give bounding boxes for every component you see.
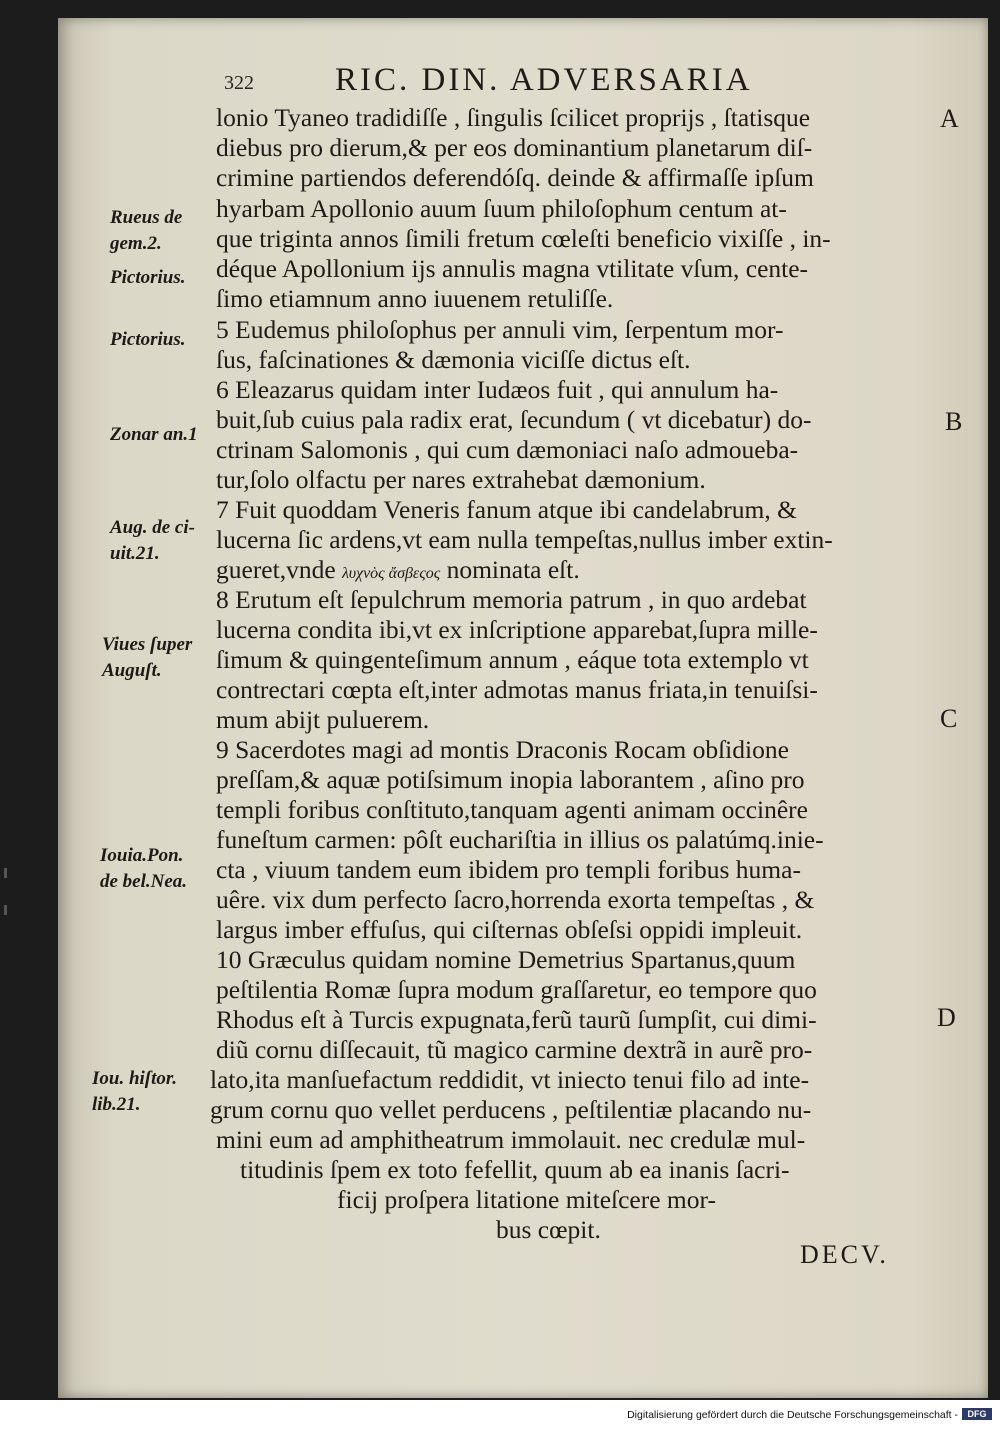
margin-note: Pictorius. — [110, 267, 186, 288]
running-title: RIC. DIN. ADVERSARIA — [335, 62, 753, 98]
text-line: diebus pro dierum,& per eos dominantium planetarum diſ- — [216, 133, 813, 162]
text-line: funeſtum carmen: pôſt euchariſtia in illius os palatúmq.inie- — [216, 825, 824, 854]
text-line: 7 Fuit quoddam Veneris fanum atque ibi candelabrum, & — [216, 495, 797, 524]
margin-note: Zonar an.1 — [110, 424, 198, 445]
text-line: ſimo etiamnum anno iuuenem retuliſſe. — [216, 284, 614, 313]
text-line: déque Apollonium ijs annulis magna vtilitate vſum, cente- — [216, 254, 809, 283]
text-line: ſimum & quingenteſimum annum , eáque tota extemplo vt — [216, 645, 809, 674]
margin-note: Iouia.Pon. de bel.Nea. — [100, 845, 188, 892]
text-line: mini eum ad amphitheatrum immolauit. nec credulæ mul- — [216, 1125, 806, 1154]
text-line: lucerna condita ibi,vt ex inſcriptione apparebat,ſupra mille- — [216, 615, 818, 644]
text-line: lucerna ſic ardens,vt eam nulla tempeſtas,nullus imber extin- — [216, 525, 833, 554]
text-line: crimine partiendos deferendóſq. deinde & affirmaſſe ipſum — [216, 163, 814, 192]
text-line: ctrinam Salomonis , qui cum dæmoniaci naſo admoueba- — [216, 435, 799, 464]
text-line: largus imber effuſus, qui ciſternas obſeſsi oppidi impleuit. — [216, 915, 803, 944]
text-line: ſus, faſcinationes & dæmonia viciſſe dictus eſt. — [216, 345, 691, 374]
text-line: que triginta annos ſimili fretum cœleſti beneficio vixiſſe , in- — [216, 224, 831, 253]
section-letter: D — [937, 1003, 956, 1032]
text-line: grum cornu quo vellet perducens , peſtilentiæ placando nu- — [210, 1095, 812, 1124]
text-line: ficij proſpera litatione miteſcere mor- — [337, 1185, 716, 1214]
text-segment: nominata eſt. — [446, 555, 580, 584]
text-line — [216, 555, 580, 589]
text-line: preſſam,& aquæ potiſsimum inopia laborantem , aſino pro — [216, 765, 805, 794]
margin-note: Iou. hiſtor. lib.21. — [92, 1068, 178, 1115]
text-line: 6 Eleazarus quidam inter Iudæos fuit , qui annulum ha- — [216, 375, 779, 404]
text-line: tur,ſolo olfactu per nares extrahebat dæmonium. — [216, 465, 706, 494]
footer — [0, 1400, 1000, 1429]
text-line: bus cœpit. — [496, 1215, 601, 1244]
text-line: peſtilentia Romæ ſupra modum graſſaretur, eo tempore quo — [216, 975, 817, 1004]
text-line: lato,ita manſuefactum reddidit, vt iniecto tenui filo ad inte- — [210, 1065, 810, 1094]
text-line: cta , viuum tandem eum ibidem pro templi foribus huma- — [216, 855, 801, 884]
margin-note: Aug. de ci- uit.21. — [110, 517, 195, 564]
text-line: uêre. vix dum perfecto ſacro,horrenda exorta tempeſtas , & — [216, 885, 815, 914]
text-line: titudinis ſpem ex toto fefellit, quum ab ea inanis ſacri- — [240, 1155, 790, 1184]
text-line: 8 Erutum eſt ſepulchrum memoria patrum , in quo ardebat — [216, 585, 807, 614]
catchword: DECV. — [800, 1240, 889, 1269]
text-line: 5 Eudemus philoſophus per annuli vim, ſerpentum mor- — [216, 315, 784, 344]
dfg-logo: DFG — [962, 1408, 992, 1420]
text-segment: gueret,vnde — [216, 555, 336, 584]
margin-note: Pictorius. — [110, 329, 186, 350]
greek-phrase: λυχνὸς ἄσβεςος — [342, 565, 441, 582]
text-line: Rhodus eſt à Turcis expugnata,ferũ taurũ ſumpſit, cui dimi- — [216, 1005, 817, 1034]
page-number: 322 — [224, 72, 254, 94]
margin-note: Rueus de gem.2. — [110, 207, 183, 254]
margin-note: Viues ſuper Auguſt. — [102, 634, 193, 681]
text-line: diũ cornu diſſecauit, tũ magico carmine dextrã in aurẽ pro- — [216, 1035, 813, 1064]
section-letter: C — [940, 704, 958, 733]
footer-credit: Digitalisierung gefördert durch die Deutsche Forschungsgemeinschaft - — [627, 1409, 958, 1421]
text-line: 9 Sacerdotes magi ad montis Draconis Rocam obſidione — [216, 735, 789, 764]
text-line: templi foribus conſtituto,tanquam agenti animam occinêre — [216, 795, 808, 824]
text-line: mum abijt puluerem. — [216, 705, 430, 734]
text-line: 10 Græculus quidam nomine Demetrius Spartanus,quum — [216, 945, 796, 974]
text-line: lonio Tyaneo tradidiſſe , ſingulis ſcilicet proprijs , ſtatisque — [216, 103, 811, 132]
text-line: hyarbam Apollonio auum ſuum philoſophum centum at- — [216, 194, 787, 223]
text-line: contrectari cœpta eſt,inter admotas manus friata,in tenuiſsi- — [216, 675, 818, 704]
text-line: buit,ſub cuius pala radix erat, ſecundum ( vt dicebatur) do- — [216, 405, 812, 434]
section-letter: A — [940, 104, 959, 133]
section-letter: B — [945, 407, 963, 436]
